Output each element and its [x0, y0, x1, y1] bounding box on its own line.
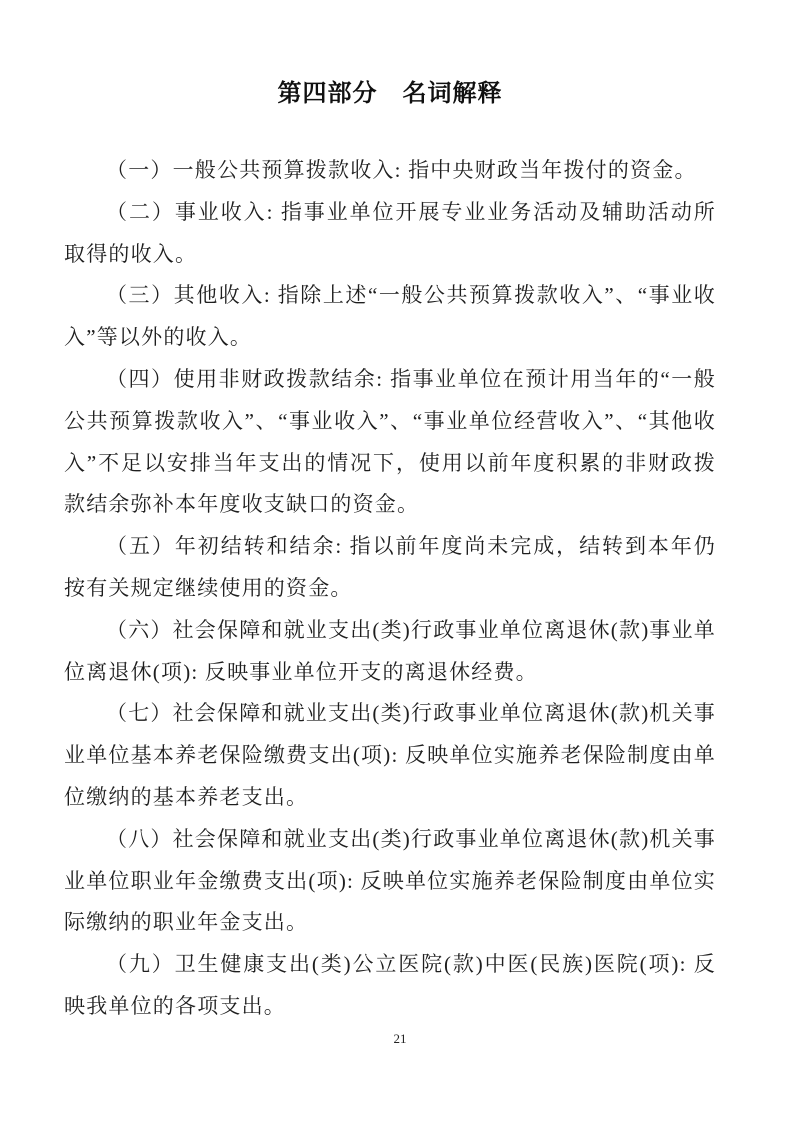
glossary-item-9: （九）卫生健康支出(类)公立医院(款)中医(民族)医院(项): 反映我单位的各项支出。: [64, 952, 716, 1018]
glossary-item-7: （七）社会保障和就业支出(类)行政事业单位离退休(款)机关事业单位基本养老保险缴费支出(项): 反映单位实施养老保险制度由单位缴纳的基本养老支出。: [64, 701, 716, 809]
glossary-body: [64, 150, 716, 1028]
glossary-item-3: （三）其他收入: 指除上述“一般公共预算拨款收入”、“事业收入”等以外的收入。: [64, 283, 716, 350]
page-title: 第四部分 名词解释: [277, 80, 503, 107]
glossary-item-5: （五）年初结转和结余: 指以前年度尚未完成，结转到本年仍按有关规定继续使用的资金。: [64, 534, 716, 600]
page-number: 21: [393, 1031, 407, 1046]
glossary-item-4: （四）使用非财政拨款结余: 指事业单位在预计用当年的“一般公共预算拨款收入”、“事业收入”、“事业单位经营收入”、“其他收入”不足以安排当年支出的情况下，使用以前年度积累的非财政拨款结余弥补本年度收支缺口的资金。: [64, 366, 716, 517]
document-content: [64, 0, 716, 1028]
glossary-item-2: （二）事业收入: 指事业单位开展专业业务活动及辅助活动所取得的收入。: [64, 199, 716, 266]
glossary-item-1: （一）一般公共预算拨款收入: 指中央财政当年拨付的资金。: [106, 158, 697, 182]
glossary-item-6: （六）社会保障和就业支出(类)行政事业单位离退休(款)事业单位离退休(项): 反映事业单位开支的离退休经费。: [64, 617, 716, 684]
glossary-item-8: （八）社会保障和就业支出(类)行政事业单位离退休(款)机关事业单位职业年金缴费支出(项): 反映单位实施养老保险制度由单位实际缴纳的职业年金支出。: [64, 826, 716, 935]
